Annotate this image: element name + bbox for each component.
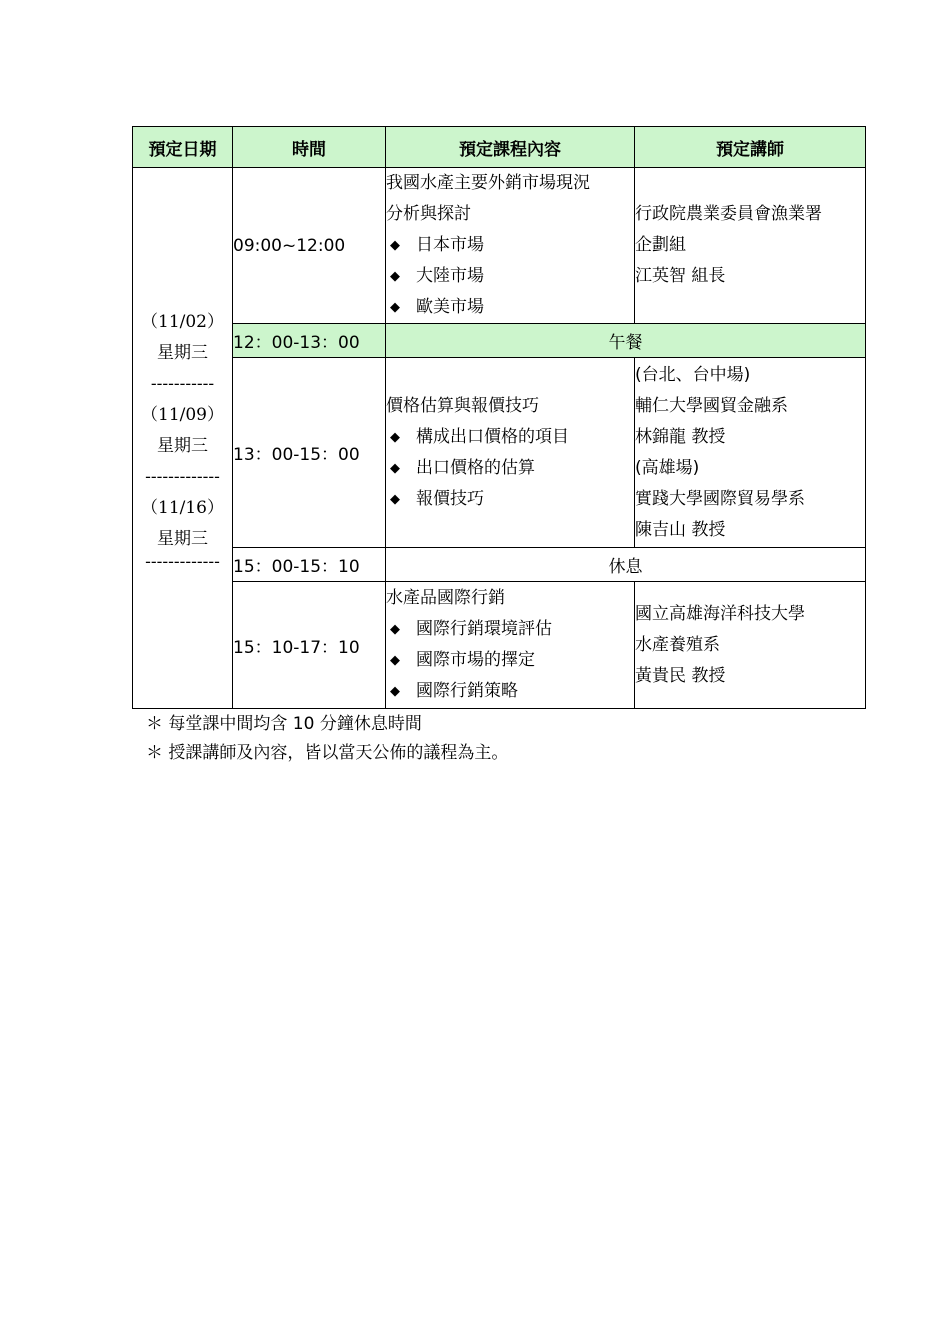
diamond-bullet-icon: ◆ xyxy=(390,429,400,445)
note-line: ＊ 授課講師及內容，皆以當天公佈的議程為主。 xyxy=(146,743,509,763)
session-time: 13：00-15：00 xyxy=(233,358,386,548)
schedule-table xyxy=(132,126,866,709)
session-title: 我國水產主要外銷市場現況 xyxy=(386,173,590,193)
session-teacher: 行政院農業委員會漁業署 企劃組 江英智 組長 xyxy=(635,168,866,324)
diamond-bullet-icon: ◆ xyxy=(390,684,400,699)
list-item: ◆ 國際行銷策略 xyxy=(386,676,634,707)
session-title: 水產品國際行銷 xyxy=(386,588,505,608)
diamond-bullet-icon: ◆ xyxy=(390,269,400,284)
list-item: ◆ 出口價格的估算 xyxy=(386,453,634,484)
session-content xyxy=(386,582,635,709)
diamond-bullet-icon: ◆ xyxy=(390,238,400,253)
schedule-table-wrapper xyxy=(132,126,865,709)
session-title: 分析與探討 xyxy=(386,204,471,224)
date-separator: ----------- xyxy=(150,374,215,394)
date-1: （11/02） xyxy=(141,312,224,332)
break-label: 休息 xyxy=(386,548,866,582)
diamond-bullet-icon: ◆ xyxy=(390,491,400,507)
table-row xyxy=(133,582,866,709)
weekday-3: 星期三 xyxy=(157,529,208,549)
list-item: ◆ 國際市場的擇定 xyxy=(386,645,634,676)
header-row xyxy=(133,127,866,168)
diamond-bullet-icon: ◆ xyxy=(390,653,400,668)
lunch-row xyxy=(133,324,866,358)
lunch-time: 12：00-13：00 xyxy=(233,324,386,358)
session-time: 09:00~12:00 xyxy=(233,168,386,324)
date-cell xyxy=(133,168,233,709)
header-time: 時間 xyxy=(233,127,386,168)
note-line: ＊ 每堂課中間均含 10 分鐘休息時間 xyxy=(146,714,422,734)
list-item: ◆ 日本市場 xyxy=(386,230,634,261)
diamond-bullet-icon: ◆ xyxy=(390,622,400,637)
table-row xyxy=(133,358,866,548)
diamond-bullet-icon: ◆ xyxy=(390,460,400,476)
date-separator: ------------- xyxy=(145,555,220,569)
break-time: 15：00-15：10 xyxy=(233,548,386,582)
session-content xyxy=(386,358,635,548)
list-item: ◆ 大陸市場 xyxy=(386,261,634,292)
date-separator: ------------- xyxy=(145,467,220,487)
diamond-bullet-icon: ◆ xyxy=(390,300,400,315)
weekday-1: 星期三 xyxy=(157,343,208,363)
list-item: ◆ 報價技巧 xyxy=(386,484,634,515)
session-teacher: (台北、台中場) 輔仁大學國貿金融系 林錦龍 教授 (高雄場) 實踐大學國際貿易學系 陳吉山 教授 xyxy=(635,358,866,548)
list-item: ◆ 國際行銷環境評估 xyxy=(386,614,634,645)
header-teacher: 預定講師 xyxy=(635,127,866,168)
date-3: （11/16） xyxy=(141,498,224,518)
break-row xyxy=(133,548,866,582)
lunch-label: 午餐 xyxy=(386,324,866,358)
session-time: 15：10-17：10 xyxy=(233,582,386,709)
list-item: ◆ 歐美市場 xyxy=(386,292,634,323)
notes xyxy=(146,710,508,768)
header-date: 預定日期 xyxy=(133,127,233,168)
list-item: ◆ 構成出口價格的項目 xyxy=(386,422,634,453)
session-content xyxy=(386,168,635,324)
header-content: 預定課程內容 xyxy=(386,127,635,168)
weekday-2: 星期三 xyxy=(157,436,208,456)
session-teacher: 國立高雄海洋科技大學 水產養殖系 黃貴民 教授 xyxy=(635,582,866,709)
date-2: （11/09） xyxy=(141,405,224,425)
session-title: 價格估算與報價技巧 xyxy=(386,395,539,416)
table-row xyxy=(133,168,866,324)
